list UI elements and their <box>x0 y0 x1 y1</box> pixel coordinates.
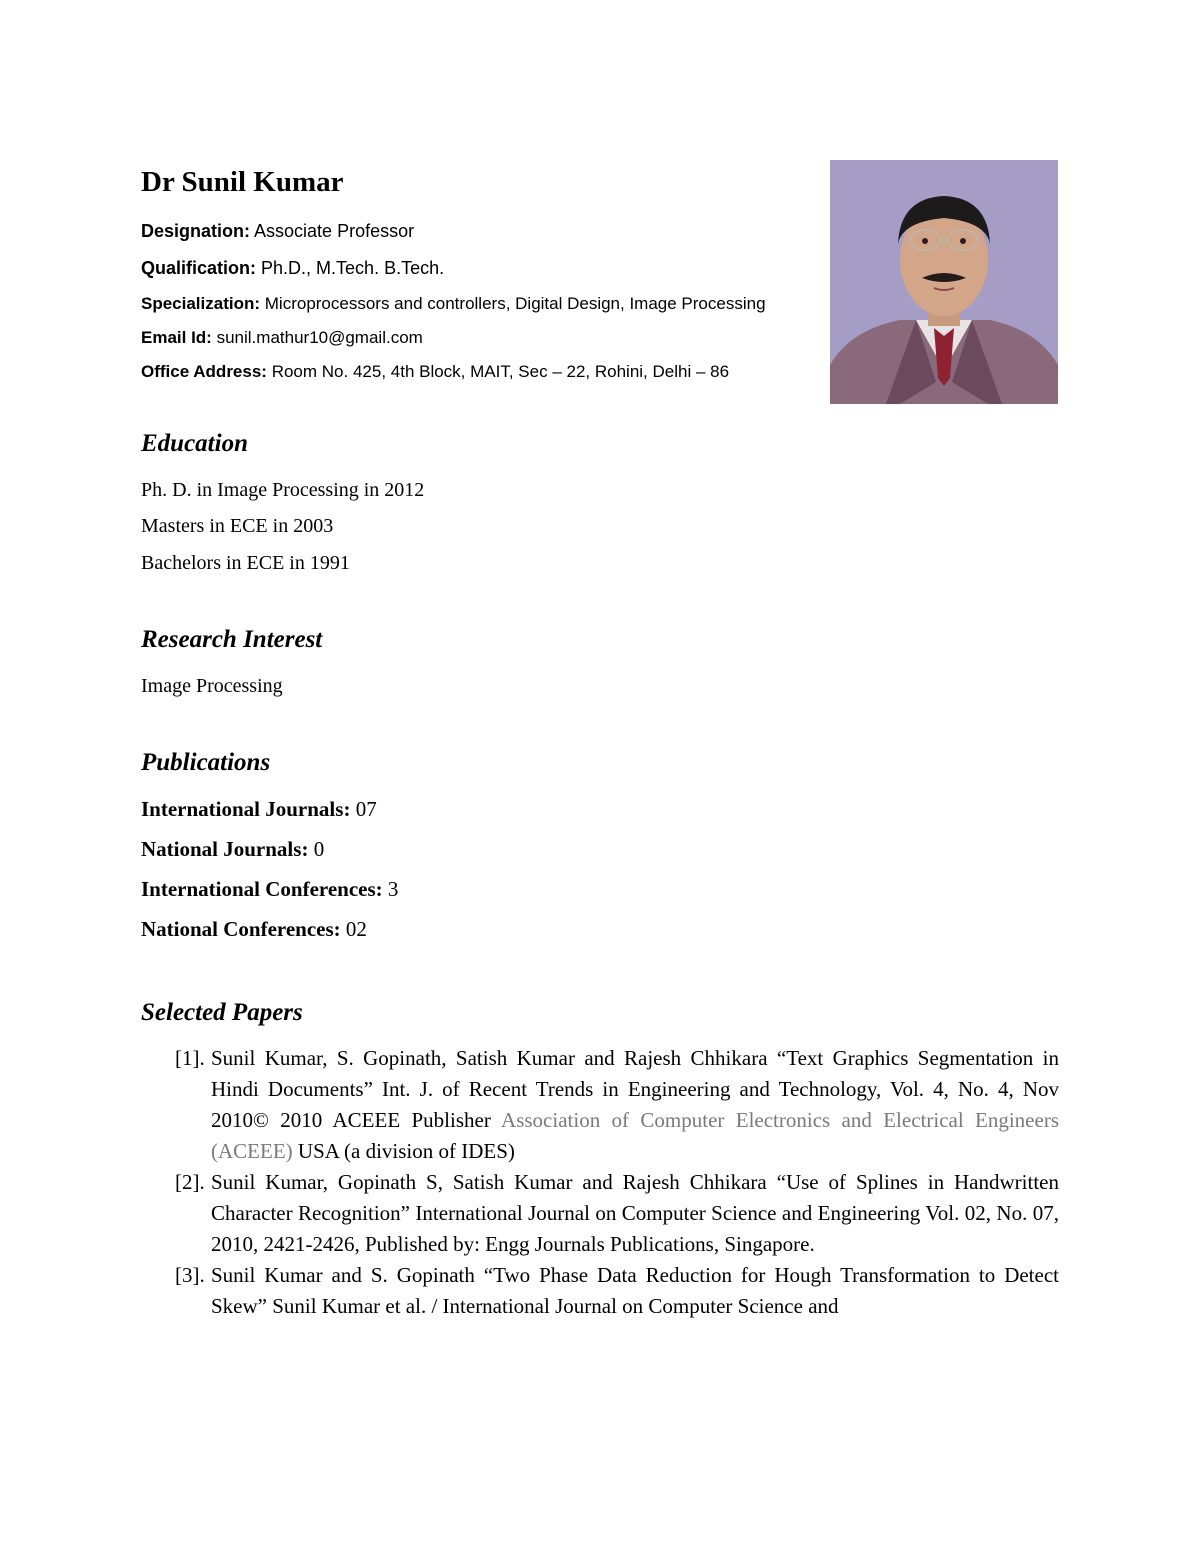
specialization-line <box>141 294 766 314</box>
education-item: Bachelors in ECE in 1991 <box>141 552 350 574</box>
person-name: Dr Sunil Kumar <box>141 166 344 198</box>
publication-count-label: National Journals: <box>141 837 309 861</box>
paper-citation-tail: USA (a division of IDES) <box>292 1139 515 1163</box>
qualification-value: Ph.D., M.Tech. B.Tech. <box>261 258 445 278</box>
specialization-value: Microprocessors and controllers, Digital Design, Image Processing <box>264 294 766 313</box>
research-interest-item: Image Processing <box>141 675 283 697</box>
designation-value: Associate Professor <box>254 221 415 241</box>
education-item: Masters in ECE in 2003 <box>141 515 334 537</box>
qualification-label: Qualification: <box>141 258 257 278</box>
publication-count-international-journals <box>141 797 377 822</box>
publication-count-value: 0 <box>313 837 325 861</box>
publication-count-international-conferences <box>141 877 398 902</box>
publication-count-national-journals <box>141 837 324 862</box>
paper-number: [3]. <box>175 1263 205 1287</box>
research-interest-heading: Research Interest <box>141 626 323 653</box>
qualification-line <box>141 258 444 279</box>
selected-papers-list <box>175 1043 1059 1322</box>
office-address-line <box>141 362 729 382</box>
office-address-value: Room No. 425, 4th Block, MAIT, Sec – 22, Rohini, Delhi – 86 <box>271 362 730 381</box>
publications-heading: Publications <box>141 749 271 776</box>
designation-label: Designation: <box>141 221 251 241</box>
publication-count-value: 3 <box>387 877 399 901</box>
specialization-label: Specialization: <box>141 294 261 313</box>
profile-photo <box>830 160 1058 404</box>
email-label: Email Id: <box>141 328 212 347</box>
email-line <box>141 328 423 348</box>
paper-citation: Sunil Kumar, Gopinath S, Satish Kumar and Rajesh Chhikara “Use of Splines in Handwritten Character Recognition” International Journal on Computer Science and Engineering Vol. 02, No. 07, 2010, 2421-2426, Published by: Engg Journals Publications, Singapore. <box>211 1170 1059 1256</box>
paper-number: [2]. <box>175 1170 205 1194</box>
email-value[interactable]: sunil.mathur10@gmail.com <box>216 328 423 347</box>
paper-item <box>175 1043 1059 1167</box>
publication-count-label: International Conferences: <box>141 877 383 901</box>
selected-papers-heading: Selected Papers <box>141 999 303 1026</box>
publication-count-value: 02 <box>345 917 367 941</box>
paper-citation: Sunil Kumar, S. Gopinath, Satish Kumar and Rajesh Chhikara “Text Graphics Segmentation in Hindi Documents” Int. J. of Recent Trends in Engineering and Technology, Vol. 4, No. 4, Nov 2010© 2010 ACEEE Publisher <box>211 1046 1059 1132</box>
paper-number: [1]. <box>175 1046 205 1070</box>
paper-item <box>175 1167 1059 1260</box>
education-heading: Education <box>141 430 248 457</box>
portrait-graphic <box>830 160 1058 404</box>
paper-citation: Sunil Kumar and S. Gopinath “Two Phase Data Reduction for Hough Transformation to Detect Skew” Sunil Kumar et al. / International Journal on Computer Science and <box>211 1263 1059 1318</box>
paper-item <box>175 1260 1059 1322</box>
publication-count-national-conferences <box>141 917 367 942</box>
paper-publisher-link[interactable]: Association of Computer Electronics and Electrical Engineers (ACEEE) <box>211 1108 1059 1163</box>
publication-count-label: International Journals: <box>141 797 351 821</box>
office-address-label: Office Address: <box>141 362 267 381</box>
designation-line <box>141 221 414 242</box>
publication-count-label: National Conferences: <box>141 917 341 941</box>
publication-count-value: 07 <box>355 797 377 821</box>
education-item: Ph. D. in Image Processing in 2012 <box>141 479 425 501</box>
